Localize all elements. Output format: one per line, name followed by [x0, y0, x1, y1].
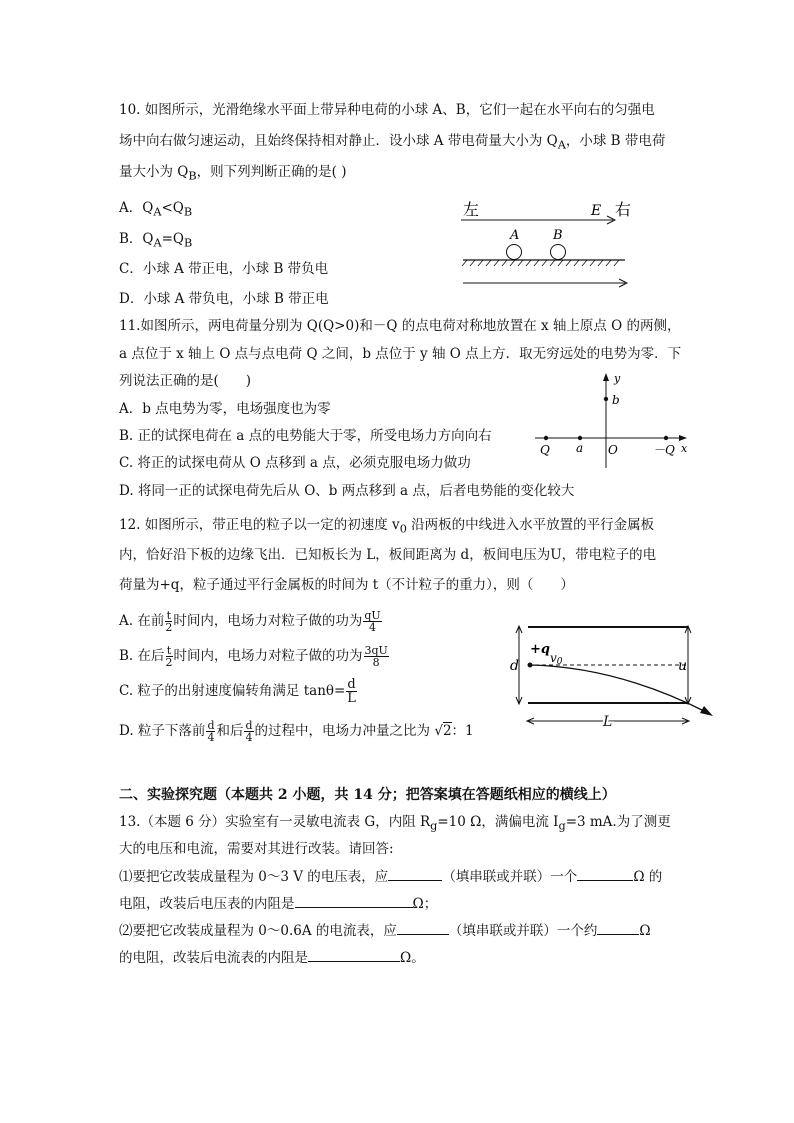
q12-option-b: B. 在后 $\frac{t}{2}$ 时间内，电场力对粒子做的功为 $\frac{3qU}{8}$ [119, 644, 388, 669]
section2-title: 二、实验探究题（本题共 2 小题，共 14 分；把答案填在答题纸相应的横线上） [119, 787, 616, 803]
fraction: $\frac{d}{L}$ [347, 677, 356, 706]
q12-option-c: C. 粒子的出射速度偏转角满足 tanθ= $\frac{d}{L}$ [119, 677, 356, 706]
fraction: $\frac{3qU}{8}$ [364, 644, 388, 669]
q11-figure [530, 368, 695, 473]
fraction: $\frac{d}{4}$ [245, 719, 253, 744]
answer-blank[interactable] [597, 920, 639, 935]
answer-blank[interactable] [397, 920, 449, 935]
fig-Q-label: Q [540, 443, 550, 457]
fig-A-label: A [510, 228, 520, 243]
q11-stem-line3: 列说法正确的是( ) [119, 373, 252, 389]
fig-B-label: B [553, 228, 563, 243]
q13-stem-line2: 大的电压和电流，需要对其进行改装。请回答: [119, 841, 394, 857]
fig-a-label: a [576, 441, 584, 455]
q11-option-d: D. 将同一正的试探电荷先后从 O、b 两点移到 a 点，后者电势能的变化较大 [119, 483, 575, 499]
q13-part2-line2: 的电阻，改装后电流表的内阻是 Ω。 [119, 947, 425, 968]
fraction: $\frac{qU}{4}$ [364, 609, 381, 634]
q10-option-d: D．小球 A 带负电，小球 B 带正电 [119, 291, 329, 307]
fig-d-label: d [510, 658, 519, 674]
q11-stem-line1: 11.如图所示，两电荷量分别为 Q(Q>0)和－Q 的点电荷对称地放置在 x 轴上原点 O 的两侧， [119, 318, 681, 334]
q10-figure [455, 195, 655, 295]
answer-blank[interactable] [308, 947, 400, 962]
q12-option-a: A. 在前 $\frac{t}{2}$ 时间内，电场力对粒子做的功为 $\frac{qU}{4}$ [119, 609, 381, 634]
q10-option-b: B．$Q_A=Q_B$ [119, 231, 193, 250]
q11-option-b: B. 正的试探电荷在 a 点的电势能大于零，所受电场力方向向右 [119, 428, 492, 444]
q13-stem-line1: 13.（本题 6 分）实验室有一灵敏电流表 G，内阻 $R_g=10$ Ω，满偏电流 $I_g=3$ mA.为了测更 [119, 814, 671, 833]
fig-L-label: L [603, 714, 613, 730]
q11-option-c: C. 将正的试探电荷从 O 点移到 a 点，必须克服电场力做功 [119, 455, 471, 471]
fig-v0-label: v0 [550, 651, 563, 667]
q11-option-a: A．b 点电势为零，电场强度也为零 [119, 401, 331, 417]
q12-stem-line2: 内，恰好沿下板的边缘飞出．已知板长为 L，板间距离为 d，板间电压为U，带电粒子的电 [119, 547, 657, 563]
q12-stem-line1: 12. 如图所示，带正电的粒子以一定的初速度 $v_0$ 沿两板的中线进入水平放置的平行金属板 [119, 517, 655, 536]
q10-stem-line3: 量大小为 $Q_B$，则下列判断正确的是( ) [119, 164, 347, 183]
answer-blank[interactable] [388, 866, 442, 881]
fig-x-label: x [681, 442, 688, 455]
q11-stem-line2: a 点位于 x 轴上 O 点与点电荷 Q 之间，b 点位于 y 轴 O 点上方．取无穷远处的电势为零．下 [119, 346, 682, 362]
answer-blank[interactable] [295, 893, 413, 908]
ball-B [551, 245, 566, 260]
q12-option-d: D. 粒子下落前 $\frac{d}{4}$ 和后 $\frac{d}{4}$ 的过程中，电场力冲量之比为 √2：1 [119, 719, 474, 744]
fig-negQ-label: －Q [653, 443, 675, 457]
fig-right-label: 右 [615, 200, 632, 219]
q12-stem-line3: 荷量为+q，粒子通过平行金属板的时间为 t（不计粒子的重力），则（ ） [119, 577, 574, 593]
fig-b-label: b [612, 393, 620, 407]
fraction: $\frac{t}{2}$ [165, 644, 173, 669]
q12-figure [508, 615, 723, 735]
q10-stem-line1: 10. 如图所示，光滑绝缘水平面上带异种电荷的小球 A、B，它们一起在水平向右的匀强电 [119, 102, 655, 118]
q10-option-c: C．小球 A 带正电，小球 B 带负电 [119, 261, 329, 277]
fig-y-label: y [614, 372, 621, 385]
fig-u-label: u [678, 658, 688, 674]
fig-left-label: 左 [463, 200, 480, 219]
answer-blank[interactable] [577, 866, 633, 881]
q13-part1-line1: ⑴要把它改装成量程为 0～3 V 的电压表，应 （填串联或并联）一个 Ω 的 [119, 866, 662, 887]
q13-part2-line1: ⑵要把它改装成量程为 0～0.6A 的电流表，应 （填串联或并联）一个约 Ω [119, 920, 651, 941]
q10-stem-line2: 场中向右做匀速运动，且始终保持相对静止．设小球 A 带电荷量大小为 $Q_A$，小球 B 带电荷 [119, 133, 666, 152]
fig-q-label: +q [530, 642, 550, 657]
fig-O-label: O [608, 443, 618, 457]
q10-option-a: A．$Q_A<Q_B$ [119, 200, 193, 219]
fraction: $\frac{d}{4}$ [207, 719, 215, 744]
q13-part1-line2: 电阻，改装后电压表的内阻是 Ω； [119, 893, 437, 914]
ball-A [507, 245, 522, 260]
fraction: $\frac{t}{2}$ [165, 609, 173, 634]
fig-E-label: E [591, 203, 602, 219]
